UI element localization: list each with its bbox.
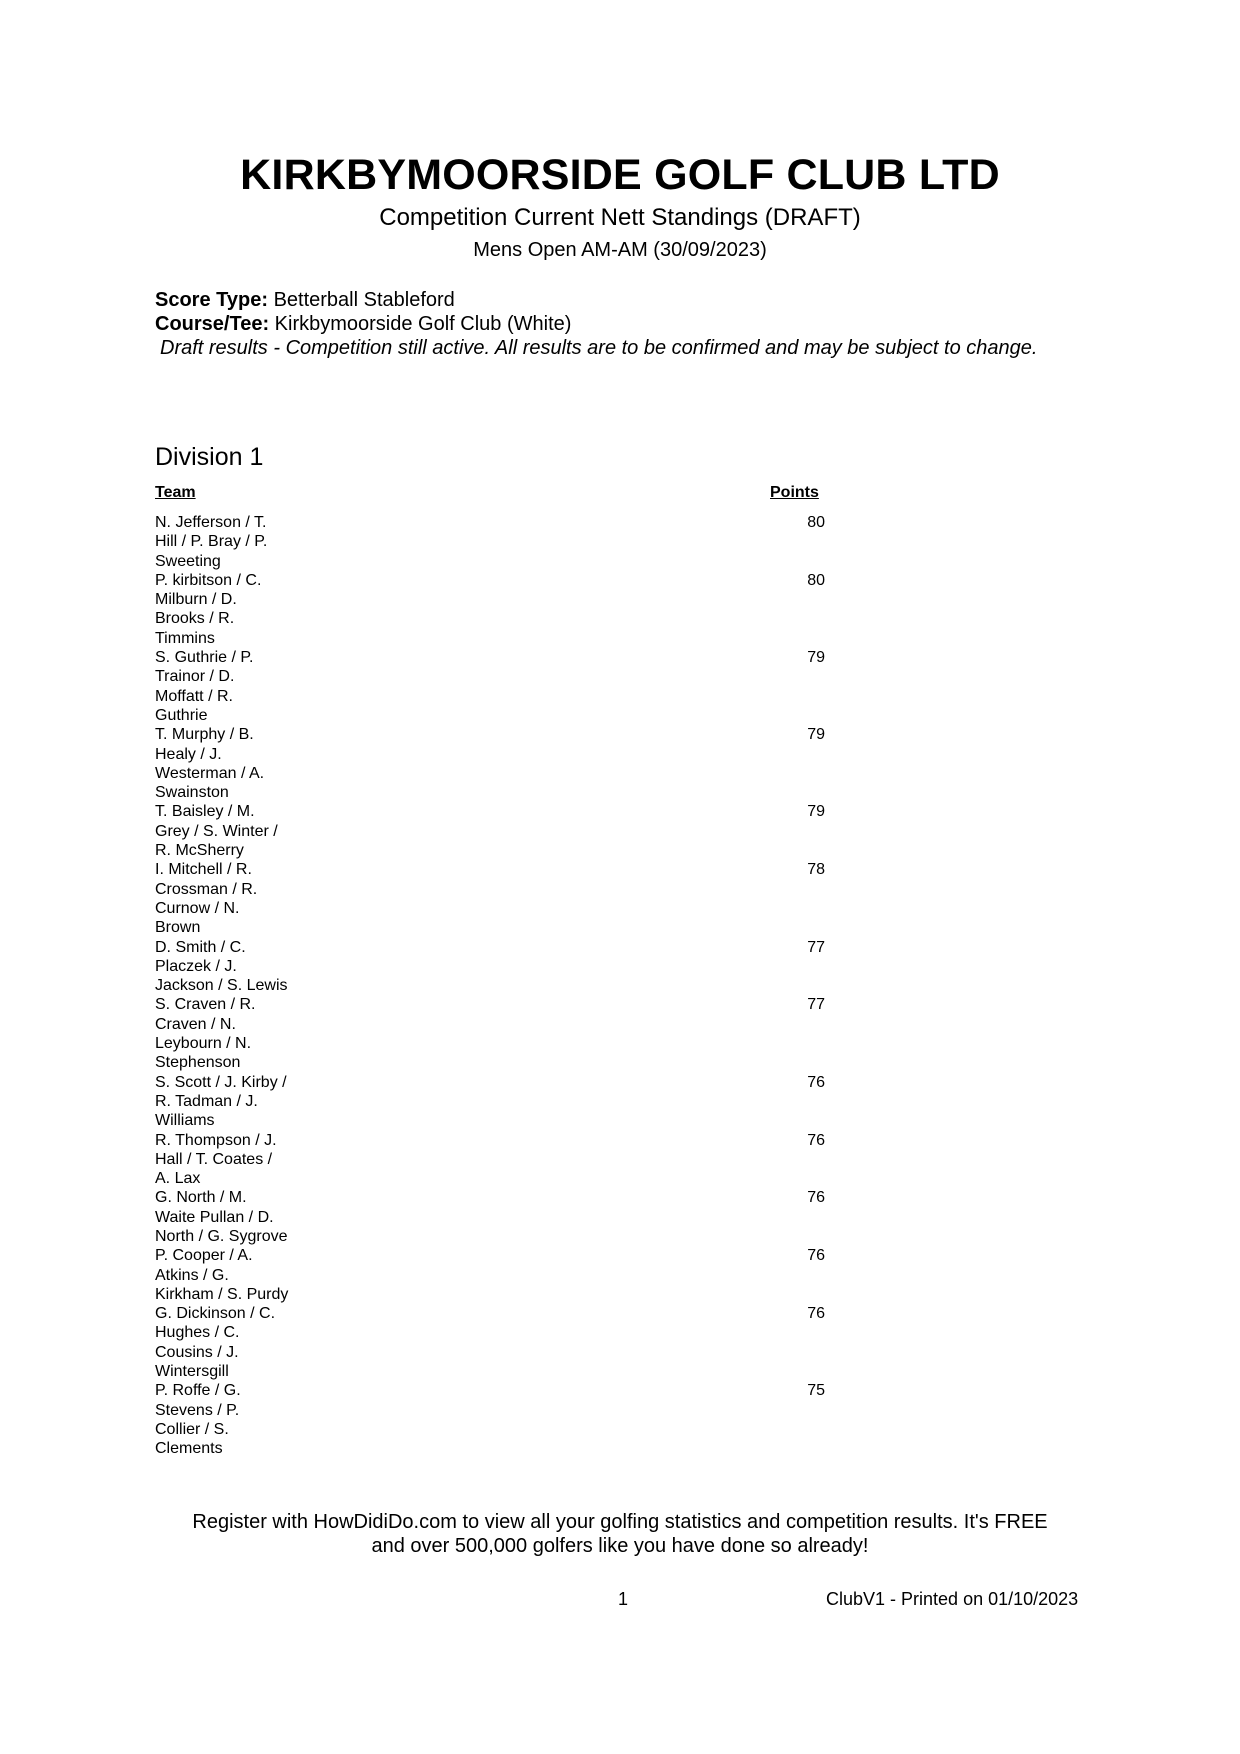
team-names: P. Roffe / G. Stevens / P. Collier / S. Clements (155, 1382, 241, 1458)
team-column-header: Team (155, 484, 196, 501)
team-names: S. Scott / J. Kirby / R. Tadman / J. Williams (155, 1073, 287, 1130)
table-row (155, 802, 835, 860)
table-row (155, 648, 835, 725)
team-points: 75 (807, 1382, 825, 1400)
team-names: G. North / M. Waite Pullan / D. North / G. Sygrove (155, 1189, 288, 1245)
promo-text: Register with HowDidiDo.com to view all your golfing statistics and competition results. It's FREE and over 500,000 golfers like you have done so already! (192, 1511, 1048, 1557)
score-type-line (155, 288, 455, 312)
score-type-value: Betterball Stableford (273, 289, 455, 311)
course-tee-label: Course/Tee: (155, 313, 270, 335)
team-points: 80 (807, 514, 825, 531)
table-row (155, 513, 835, 571)
table-row (155, 725, 835, 802)
team-names: T. Murphy / B. Healy / J. Westerman / A. Swainston (155, 726, 265, 802)
team-points: 76 (807, 1073, 825, 1091)
table-row (155, 938, 835, 996)
team-points: 76 (807, 1189, 825, 1207)
team-points: 77 (807, 996, 825, 1014)
team-points: 76 (807, 1131, 825, 1149)
table-row (155, 1381, 835, 1458)
team-names: D. Smith / C. Placzek / J. Jackson / S. Lewis (155, 938, 288, 995)
team-names: I. Mitchell / R. Crossman / R. Curnow / N. Brown (155, 861, 258, 937)
printed-on: ClubV1 - Printed on 01/10/2023 (826, 1589, 1079, 1609)
team-points: 78 (807, 861, 825, 879)
division-title: Division 1 (155, 443, 264, 471)
team-points: 77 (807, 938, 825, 956)
team-names: P. Cooper / A. Atkins / G. Kirkham / S. Purdy (155, 1247, 289, 1303)
points-column-header: Points (770, 484, 819, 501)
team-names: S. Craven / R. Craven / N. Leybourn / N. Stephenson (155, 996, 256, 1072)
team-names: T. Baisley / M. Grey / S. Winter / R. McSherry (155, 803, 278, 860)
standings-subtitle: Competition Current Nett Standings (DRAFT) (379, 204, 861, 231)
team-names: P. kirbitson / C. Milburn / D. Brooks / R. Timmins (155, 571, 262, 647)
team-names: R. Thompson / J. Hall / T. Coates / A. Lax (155, 1131, 277, 1188)
team-names: S. Guthrie / P. Trainor / D. Moffatt / R. Guthrie (155, 649, 254, 724)
score-type-label: Score Type: (155, 289, 268, 311)
table-row (155, 860, 835, 937)
competition-name: Mens Open AM-AM (30/09/2023) (473, 239, 767, 261)
table-row (155, 571, 835, 648)
team-points: 79 (807, 803, 825, 821)
course-tee-value: Kirkbymoorside Golf Club (White) (274, 313, 572, 335)
table-row (155, 1188, 835, 1246)
team-points: 79 (807, 726, 825, 744)
team-points: 80 (807, 571, 825, 589)
team-points: 76 (807, 1305, 825, 1323)
table-row (155, 1073, 835, 1131)
page-number: 1 (618, 1589, 629, 1609)
team-names: G. Dickinson / C. Hughes / C. Cousins / J. Wintersgill (155, 1305, 276, 1381)
table-row (155, 995, 835, 1072)
results-table (155, 513, 835, 1459)
table-row (155, 1246, 835, 1304)
table-row (155, 1304, 835, 1381)
team-points: 76 (807, 1247, 825, 1265)
draft-note: Draft results - Competition still active. All results are to be confirmed and may be subject to change. (160, 337, 1038, 359)
club-title: KIRKBYMOORSIDE GOLF CLUB LTD (240, 151, 1000, 199)
table-row (155, 1131, 835, 1189)
course-tee-line (155, 312, 571, 336)
team-points: 79 (807, 649, 825, 667)
team-names: N. Jefferson / T. Hill / P. Bray / P. Sweeting (155, 514, 268, 570)
